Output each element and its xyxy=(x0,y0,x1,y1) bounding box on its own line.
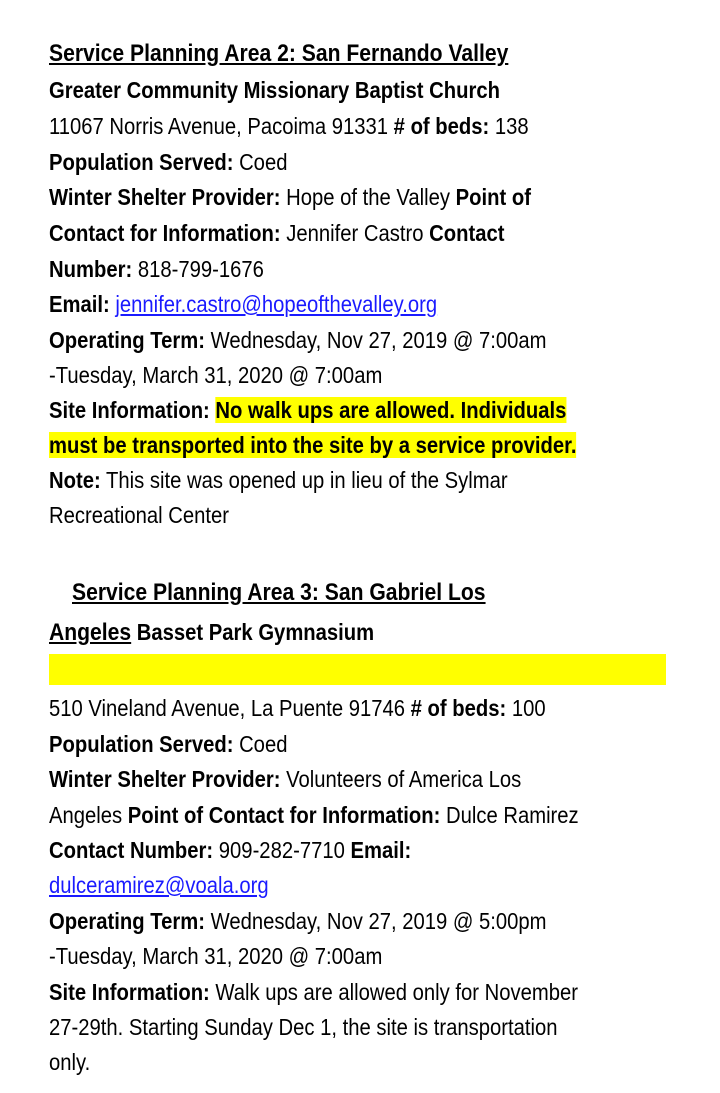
spa2-site-info-line-2 xyxy=(49,430,577,460)
spa2-term-label: Operating Term: xyxy=(49,327,205,353)
spa3-poc-line xyxy=(49,800,579,830)
spa2-note-label: Note: xyxy=(49,467,101,493)
spa2-email-link[interactable]: jennifer.castro@hopeofthevalley.org xyxy=(115,291,438,317)
spa3-contact-label: Contact Number: xyxy=(49,837,214,863)
spa3-term-end: -Tuesday, March 31, 2020 @ 7:00am xyxy=(49,943,383,969)
spa3-address: 510 Vineland Avenue, La Puente 91746 xyxy=(49,695,406,721)
spa2-poc: Jennifer Castro xyxy=(286,220,424,246)
spa3-provider-a: Volunteers of America Los xyxy=(286,766,522,792)
spa3-site-info-b: 27-29th. Starting Sunday Dec 1, the site is transportation xyxy=(49,1014,558,1040)
spa2-address: 11067 Norris Avenue, Pacoima 91331 xyxy=(49,113,389,139)
spa3-term-start: Wednesday, Nov 27, 2019 @ 5:00pm xyxy=(210,908,547,934)
spa3-site-info-line xyxy=(49,977,578,1007)
spa3-poc: Dulce Ramirez xyxy=(445,802,579,828)
spa2-population-label: Population Served: xyxy=(49,149,234,175)
spa3-provider-label: Winter Shelter Provider: xyxy=(49,766,281,792)
spa3-term-label: Operating Term: xyxy=(49,908,205,934)
highlight-band xyxy=(49,654,666,685)
spa2-beds: 138 xyxy=(494,113,529,139)
spa2-term-start: Wednesday, Nov 27, 2019 @ 7:00am xyxy=(210,327,547,353)
spa2-contact-label-b: Number: xyxy=(49,256,133,282)
spa2-term-line xyxy=(49,325,547,355)
spa2-note-b: Recreational Center xyxy=(49,502,230,528)
spa2-poc-label-b: Contact for Information: xyxy=(49,220,281,246)
spa3-beds-label: # of beds: xyxy=(410,695,507,721)
spa2-site-info-label: Site Information: xyxy=(49,397,210,423)
spa3-provider-b: Angeles xyxy=(49,802,123,828)
spa2-heading: Service Planning Area 2: San Fernando Valley xyxy=(49,40,509,67)
spa2-population: Coed xyxy=(239,149,288,175)
spa2-contact-label-a: Contact xyxy=(429,220,505,246)
spa3-site-name: Basset Park Gymnasium xyxy=(136,619,375,645)
spa2-note-a: This site was opened up in lieu of the Sylmar xyxy=(105,467,508,493)
spa3-contact-line xyxy=(49,835,411,865)
spa3-heading-b: Angeles xyxy=(49,619,132,646)
spa2-poc-label-a: Point of xyxy=(455,184,531,210)
spa2-email-label: Email: xyxy=(49,291,110,317)
spa2-contact-number: 818-799-1676 xyxy=(137,256,264,282)
spa2-site-info-line xyxy=(49,395,566,425)
spa3-population: Coed xyxy=(239,731,288,757)
spa2-provider-line xyxy=(49,182,531,212)
spa2-term-end: -Tuesday, March 31, 2020 @ 7:00am xyxy=(49,362,383,388)
spa2-site-info-a: No walk ups are allowed. Individuals xyxy=(215,397,567,423)
spa2-address-line xyxy=(49,111,529,141)
spa2-population-line xyxy=(49,147,287,177)
spa2-beds-label: # of beds: xyxy=(393,113,490,139)
spa3-term-line xyxy=(49,906,547,936)
spa2-email-line xyxy=(49,289,437,319)
spa3-heading-a: Service Planning Area 3: San Gabriel Los xyxy=(72,579,486,606)
spa2-provider-label: Winter Shelter Provider: xyxy=(49,184,281,210)
spa3-email-link[interactable]: dulceramirez@voala.org xyxy=(49,872,269,898)
spa2-site-name: Greater Community Missionary Baptist Church xyxy=(49,77,500,103)
spa2-site-info-b: must be transported into the site by a service provider. xyxy=(49,432,577,458)
spa3-population-line xyxy=(49,729,287,759)
spa3-beds: 100 xyxy=(511,695,546,721)
spa3-email-label: Email: xyxy=(350,837,412,863)
spa2-provider: Hope of the Valley xyxy=(286,184,451,210)
spa3-address-line xyxy=(49,693,546,723)
spa3-site-info-a: Walk ups are allowed only for November xyxy=(215,979,579,1005)
spa3-poc-label: Point of Contact for Information: xyxy=(127,802,441,828)
spa2-note-line xyxy=(49,465,508,495)
spa3-site-info-c: only. xyxy=(49,1049,91,1075)
spa3-provider-line xyxy=(49,764,521,794)
spa2-poc-line xyxy=(49,218,504,248)
spa3-heading-line-2 xyxy=(49,617,374,647)
spa3-email-line xyxy=(49,870,269,900)
spa3-contact-number: 909-282-7710 xyxy=(218,837,345,863)
spa2-contact-line xyxy=(49,254,264,284)
spa3-site-info-label: Site Information: xyxy=(49,979,210,1005)
spa3-population-label: Population Served: xyxy=(49,731,234,757)
